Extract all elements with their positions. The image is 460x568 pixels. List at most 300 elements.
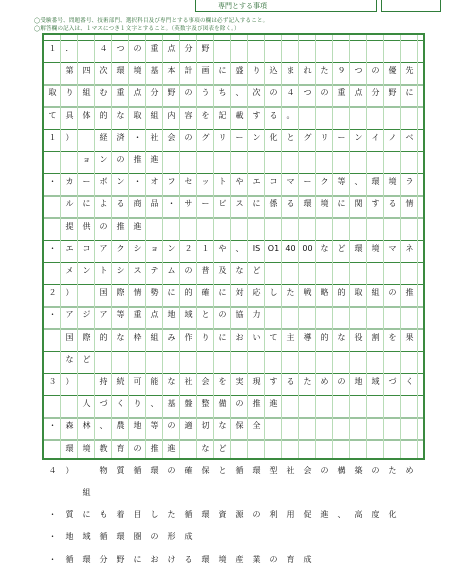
answer-char: 環 <box>116 66 125 76</box>
answer-char: 基 <box>167 399 176 409</box>
answer-char: 次 <box>252 88 261 98</box>
answer-char <box>44 484 61 501</box>
answer-char: ベ <box>405 132 414 142</box>
answer-char: な <box>167 377 176 386</box>
answer-char <box>44 62 61 79</box>
answer-char: ・ <box>48 510 57 520</box>
answer-line-text <box>44 462 418 479</box>
answer-char: ） <box>65 377 74 386</box>
answer-char: 質 <box>116 465 125 475</box>
answer-char: の <box>235 399 244 409</box>
instruction-note-1: ◯受験番号、問題番号、技術部門、選択科目及び専門とする事項の欄は必ず記入すること。 <box>34 18 269 24</box>
answer-char: ア <box>99 310 108 320</box>
answer-char: 源 <box>235 510 244 520</box>
answer-char: る <box>184 554 193 564</box>
answer-char: お <box>150 554 159 564</box>
answer-char: 野 <box>201 44 210 53</box>
answer-char: の <box>184 88 193 98</box>
answer-char: １ <box>48 132 57 142</box>
answer-char: ン <box>116 177 125 187</box>
answer-char: 域 <box>371 377 380 386</box>
answer-char: ン <box>82 266 91 275</box>
answer-char: に <box>218 332 227 342</box>
answer-line <box>44 368 423 390</box>
answer-char: 物 <box>99 465 108 475</box>
answer-char: 備 <box>218 399 227 409</box>
answer-char: 育 <box>116 443 125 453</box>
answer-char: づ <box>388 377 397 386</box>
answer-char: 情 <box>405 199 414 209</box>
answer-char: 分 <box>184 44 193 53</box>
answer-line <box>44 324 423 346</box>
answer-char: 的 <box>99 110 108 120</box>
answer-char <box>78 373 95 390</box>
answer-line <box>44 257 423 279</box>
answer-line <box>44 523 423 545</box>
answer-char: め <box>405 465 414 475</box>
answer-char: ジ <box>82 310 91 320</box>
answer-char: け <box>167 554 176 564</box>
answer-char: 国 <box>99 288 108 298</box>
answer-char: の <box>371 465 380 475</box>
answer-char: 推 <box>405 288 414 298</box>
answer-line-text <box>44 329 418 346</box>
answer-char: ・ <box>48 532 57 542</box>
answer-char: 関 <box>354 199 363 209</box>
answer-char: 可 <box>133 377 142 386</box>
answer-char: て <box>48 110 57 120</box>
answer-line-text <box>44 306 265 323</box>
answer-char: 質 <box>65 510 74 520</box>
answer-char: と <box>218 465 227 475</box>
answer-char: ・ <box>48 310 57 320</box>
answer-char: の <box>371 66 380 76</box>
answer-char: 用 <box>286 510 295 520</box>
answer-char: 築 <box>354 465 363 475</box>
answer-char: 果 <box>405 332 414 342</box>
answer-char: 確 <box>201 288 210 298</box>
answer-char <box>44 195 61 212</box>
answer-char: 推 <box>252 399 261 409</box>
answer-line-text <box>44 284 418 301</box>
answer-char: 画 <box>201 66 210 76</box>
answer-char: 的 <box>337 288 346 298</box>
answer-char: 産 <box>235 554 244 564</box>
answer-char: 推 <box>133 155 142 164</box>
answer-char: ） <box>65 132 74 142</box>
answer-char: 環 <box>116 532 125 542</box>
specialty-field-label: 専門とする事項 <box>218 2 267 10</box>
answer-char: ー <box>82 177 91 187</box>
answer-char: 戦 <box>303 288 312 298</box>
answer-char: 主 <box>286 332 295 342</box>
answer-char: く <box>116 399 125 409</box>
answer-char: 環 <box>201 510 210 520</box>
answer-char: ビ <box>218 199 227 209</box>
answer-char: ス <box>133 266 142 275</box>
answer-char: に <box>405 88 414 98</box>
answer-char: に <box>167 288 176 298</box>
answer-char: な <box>337 332 346 342</box>
answer-line-text <box>44 84 418 101</box>
answer-char: 圏 <box>133 532 142 542</box>
answer-char: 教 <box>99 443 108 453</box>
answer-char: ッ <box>201 177 210 187</box>
specialty-field-input-box[interactable] <box>381 0 441 12</box>
answer-char: な <box>235 266 244 275</box>
answer-char: 進 <box>269 399 278 409</box>
answer-char: の <box>133 443 142 453</box>
answer-char: 盤 <box>184 399 193 409</box>
answer-char: ど <box>252 266 261 275</box>
answer-char: 全 <box>252 421 261 431</box>
answer-char: 取 <box>133 110 142 120</box>
answer-line-text <box>44 351 95 368</box>
answer-char: 基 <box>150 66 159 76</box>
answer-char: 推 <box>150 443 159 453</box>
answer-char: ま <box>286 66 295 76</box>
answer-char: て <box>269 332 278 342</box>
answer-char: 点 <box>150 310 159 320</box>
answer-char: 分 <box>99 554 108 564</box>
answer-char: ー <box>337 132 346 142</box>
answer-char: 供 <box>82 221 91 231</box>
answer-char: 重 <box>116 88 125 98</box>
answer-char: 保 <box>201 465 210 475</box>
answer-char: マ <box>388 243 397 253</box>
answer-char: よ <box>99 199 108 209</box>
answer-char: り <box>65 88 74 98</box>
answer-char: ネ <box>405 243 414 253</box>
answer-char: ョ <box>82 155 91 164</box>
answer-char: ど <box>337 243 346 253</box>
answer-char: ン <box>167 243 176 253</box>
answer-char <box>78 284 95 301</box>
answer-char: る <box>388 199 397 209</box>
answer-char: の <box>167 421 176 431</box>
answer-char: 環 <box>354 243 363 253</box>
answer-char: 地 <box>65 532 74 542</box>
answer-char: に <box>82 510 91 520</box>
answer-char: つ <box>303 88 312 98</box>
answer-char: ク <box>116 243 125 253</box>
answer-line <box>44 168 423 190</box>
answer-char: 環 <box>371 177 380 187</box>
answer-line-text <box>44 506 401 523</box>
answer-char: 推 <box>116 221 125 231</box>
answer-char: ョ <box>150 243 159 253</box>
answer-char: 組 <box>371 288 380 298</box>
answer-char: ２ <box>184 243 193 253</box>
answer-char: の <box>388 288 397 298</box>
answer-char: 次 <box>99 66 108 76</box>
answer-char: る <box>116 199 125 209</box>
answer-line <box>44 346 423 368</box>
answer-char: 勢 <box>150 288 159 298</box>
answer-char: 進 <box>150 155 159 164</box>
answer-char: ４ <box>99 44 108 53</box>
answer-char: る <box>286 377 295 386</box>
answer-char: 野 <box>116 554 125 564</box>
answer-char: ボ <box>99 177 108 187</box>
answer-char <box>44 262 61 279</box>
answer-char: を <box>218 377 227 386</box>
answer-char: の <box>269 88 278 98</box>
answer-char: 進 <box>133 221 142 231</box>
answer-line-text <box>44 40 214 57</box>
answer-char: 業 <box>252 554 261 564</box>
answer-char: 社 <box>150 132 159 142</box>
answer-char: 森 <box>65 421 74 431</box>
answer-char: 境 <box>388 177 397 187</box>
answer-line-text <box>44 62 418 79</box>
answer-char: う <box>201 88 210 98</box>
answer-char: 点 <box>167 44 176 53</box>
answer-char: 循 <box>235 465 244 475</box>
answer-char: 重 <box>337 88 346 98</box>
answer-char: 域 <box>82 532 91 542</box>
answer-char: ・ <box>48 421 57 431</box>
answer-char: ・ <box>48 243 57 253</box>
answer-char: の <box>320 465 329 475</box>
answer-char: カ <box>65 177 74 187</box>
answer-char: い <box>252 332 261 342</box>
answer-char: 組 <box>150 332 159 342</box>
answer-char: コ <box>82 243 91 253</box>
answer-char: 進 <box>167 443 176 453</box>
answer-line <box>44 35 423 57</box>
answer-line <box>44 235 423 257</box>
answer-char: す <box>252 110 261 120</box>
answer-char <box>44 395 61 412</box>
answer-char: 境 <box>218 554 227 564</box>
answer-char: く <box>405 377 414 386</box>
answer-char: エ <box>65 243 74 253</box>
answer-char: ４ <box>286 88 295 98</box>
answer-line <box>44 146 423 168</box>
answer-line <box>44 102 423 124</box>
answer-char: 込 <box>269 66 278 76</box>
answer-char: 地 <box>133 421 142 431</box>
answer-line-text <box>44 395 282 412</box>
answer-char: 普 <box>201 266 210 275</box>
answer-char: 着 <box>116 510 125 520</box>
answer-char: 促 <box>303 510 312 520</box>
answer-char: 、 <box>235 88 244 98</box>
answer-char: に <box>133 554 142 564</box>
answer-line <box>44 79 423 101</box>
answer-char: サ <box>184 199 193 209</box>
answer-char: 協 <box>235 310 244 320</box>
answer-char: １ <box>48 44 57 53</box>
answer-char: 役 <box>354 332 363 342</box>
answer-char: み <box>167 332 176 342</box>
answer-char: 成 <box>184 532 193 542</box>
answer-char: た <box>320 66 329 76</box>
answer-char: 、 <box>235 243 244 253</box>
answer-char: 分 <box>371 88 380 98</box>
answer-char: 型 <box>269 465 278 475</box>
answer-char: 際 <box>82 332 91 342</box>
answer-char: ー <box>303 177 312 187</box>
answer-char <box>44 440 61 457</box>
answer-char: 応 <box>252 288 261 298</box>
answer-char: 現 <box>252 377 261 386</box>
answer-char: に <box>252 199 261 209</box>
answer-char: ラ <box>405 177 414 187</box>
answer-char <box>61 151 78 168</box>
answer-char: や <box>235 177 244 187</box>
answer-char: 内 <box>167 110 176 120</box>
answer-char: 分 <box>150 88 159 98</box>
answer-char: 計 <box>184 66 193 76</box>
answer-char: 環 <box>82 554 91 564</box>
answer-char: 等 <box>116 310 125 320</box>
answer-char: 続 <box>116 377 125 386</box>
answer-char: 度 <box>371 510 380 520</box>
answer-char: 対 <box>235 288 244 298</box>
answer-char: の <box>167 465 176 475</box>
answer-char: ３ <box>48 377 57 386</box>
answer-char: す <box>371 199 380 209</box>
answer-char: お <box>235 332 244 342</box>
answer-char: IS <box>252 243 261 253</box>
answer-char: ） <box>65 465 74 475</box>
answer-char: 、 <box>99 421 108 431</box>
answer-char: ン <box>354 132 363 142</box>
answer-char: ト <box>218 177 227 187</box>
answer-char: な <box>65 354 74 364</box>
answer-char: 循 <box>65 554 74 564</box>
answer-char: ． <box>65 44 74 53</box>
answer-char: も <box>99 510 108 520</box>
answer-line <box>44 124 423 146</box>
answer-line <box>44 457 423 479</box>
answer-line <box>44 546 423 568</box>
specialty-field-box <box>195 0 377 12</box>
answer-line-text <box>44 173 418 190</box>
answer-char: た <box>286 288 295 298</box>
answer-char: の <box>337 377 346 386</box>
answer-char: 保 <box>235 421 244 431</box>
answer-char: ン <box>99 155 108 164</box>
answer-char: 持 <box>99 377 108 386</box>
answer-char: フ <box>167 177 176 187</box>
answer-char: 環 <box>65 443 74 453</box>
answer-char <box>61 395 78 412</box>
answer-char: 的 <box>320 332 329 342</box>
answer-char: の <box>184 132 193 142</box>
answer-char: ス <box>235 199 244 209</box>
answer-char: 循 <box>99 532 108 542</box>
answer-char: ー <box>201 199 210 209</box>
answer-char: に <box>218 288 227 298</box>
answer-char: O1 <box>267 243 280 253</box>
answer-char: ア <box>99 243 108 253</box>
answer-char: シ <box>133 243 142 253</box>
answer-char: 品 <box>150 199 159 209</box>
answer-char: マ <box>286 177 295 187</box>
answer-char: オ <box>150 177 159 187</box>
answer-char: 済 <box>116 132 125 142</box>
answer-char: 容 <box>184 110 193 120</box>
answer-char: す <box>269 377 278 386</box>
answer-char: 利 <box>269 510 278 520</box>
answer-char: 循 <box>184 510 193 520</box>
answer-char: 優 <box>388 66 397 76</box>
answer-char: の <box>218 310 227 320</box>
answer-char <box>44 351 61 368</box>
answer-char: 境 <box>320 199 329 209</box>
answer-char: ・ <box>133 177 142 187</box>
answer-line-text <box>44 262 265 279</box>
answer-char: な <box>116 332 125 342</box>
answer-char: な <box>201 443 210 453</box>
answer-char: 点 <box>133 88 142 98</box>
answer-char: 地 <box>354 377 363 386</box>
answer-char: の <box>252 510 261 520</box>
answer-char: や <box>218 243 227 253</box>
answer-char: な <box>116 110 125 120</box>
answer-char: 先 <box>405 66 414 76</box>
answer-char <box>180 440 197 457</box>
answer-char: 整 <box>201 399 210 409</box>
answer-char: の <box>269 554 278 564</box>
answer-char: 、 <box>150 399 159 409</box>
answer-line-text <box>44 528 197 545</box>
answer-char: 資 <box>218 510 227 520</box>
answer-char: を <box>388 332 397 342</box>
answer-char: 構 <box>337 465 346 475</box>
answer-char: 略 <box>320 288 329 298</box>
answer-char: 体 <box>82 110 91 120</box>
answer-char: ・ <box>167 199 176 209</box>
answer-line <box>44 412 423 434</box>
answer-char: に <box>82 199 91 209</box>
answer-char: ー <box>235 132 244 142</box>
answer-char: 環 <box>150 465 159 475</box>
answer-char: 割 <box>371 332 380 342</box>
answer-line <box>44 301 423 323</box>
answer-line-text <box>44 484 95 501</box>
answer-char: ） <box>65 288 74 298</box>
answer-sheet <box>42 33 425 564</box>
answer-char: 人 <box>82 399 91 409</box>
answer-char: 的 <box>99 332 108 342</box>
answer-char: 社 <box>184 377 193 386</box>
answer-char: 形 <box>167 532 176 542</box>
answer-char: 00 <box>302 243 313 253</box>
answer-line-text <box>44 373 418 390</box>
answer-char: ど <box>218 443 227 453</box>
answer-char: 組 <box>82 488 91 497</box>
answer-char: 林 <box>82 421 91 431</box>
answer-char: 国 <box>65 332 74 342</box>
answer-char: と <box>286 132 295 142</box>
answer-char: づ <box>99 399 108 409</box>
answer-char: ２ <box>48 288 57 298</box>
answer-char: 環 <box>201 554 210 564</box>
answer-char: 会 <box>201 377 210 386</box>
answer-char: イ <box>371 132 380 142</box>
answer-line-text <box>44 129 418 146</box>
answer-char: た <box>388 465 397 475</box>
answer-char: 組 <box>150 110 159 120</box>
answer-char: 際 <box>116 288 125 298</box>
answer-char: 実 <box>235 377 244 386</box>
answer-line <box>44 435 423 457</box>
answer-char: 境 <box>371 243 380 253</box>
